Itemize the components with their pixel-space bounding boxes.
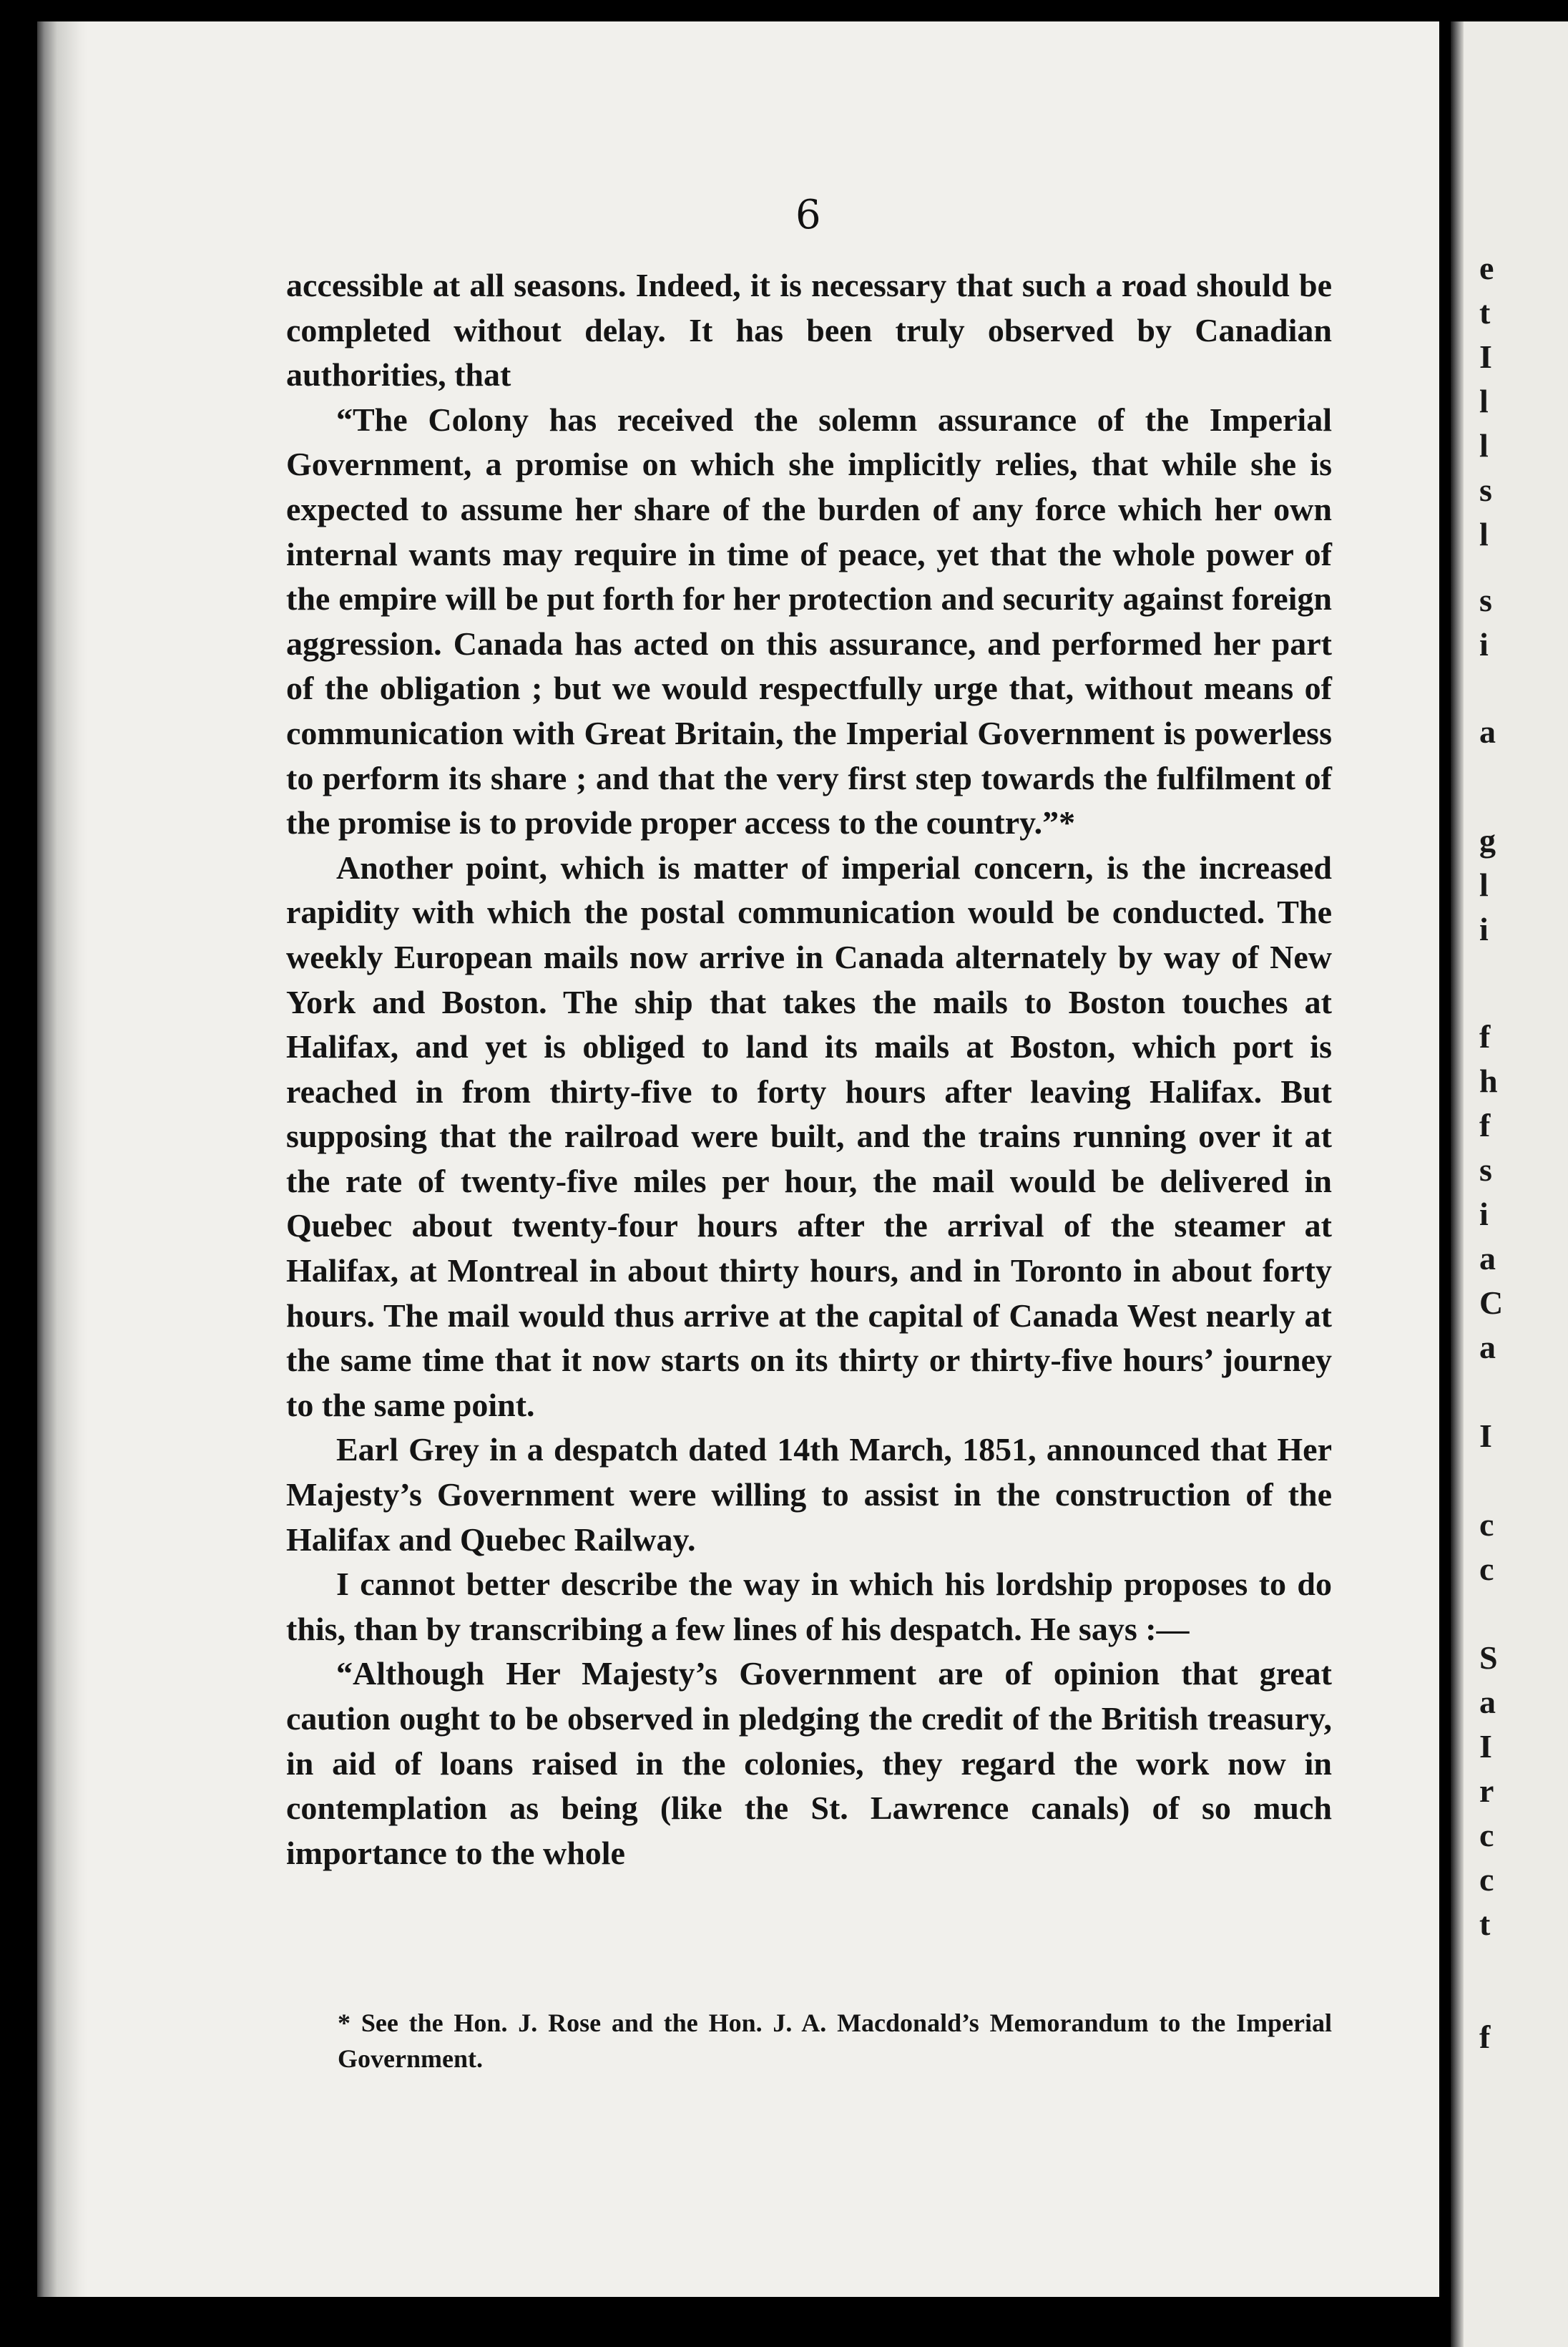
next-page-fragment: c xyxy=(1479,1861,1494,1898)
next-page-fragment: f xyxy=(1479,1107,1491,1143)
body-text xyxy=(286,263,1332,1875)
next-page-fragment: l xyxy=(1479,867,1489,903)
page-binding-shadow xyxy=(37,21,87,2297)
paragraph-earl-grey: Earl Grey in a despatch dated 14th March, 1851, announced that Her Majesty’s Government were willing to assist in the construction of the Halifax and Quebec Railway. xyxy=(286,1431,1332,1558)
next-page-fragment: g xyxy=(1479,822,1496,859)
next-page-fragment: a xyxy=(1479,1329,1496,1365)
next-page-fragment: s xyxy=(1479,1151,1492,1188)
next-page-fragment: l xyxy=(1479,516,1489,552)
next-page-fragment: i xyxy=(1479,626,1489,663)
next-page-fragment: f xyxy=(1479,1018,1491,1055)
adjacent-page-strip xyxy=(1451,21,1568,2347)
next-page-fragment: a xyxy=(1479,1240,1496,1277)
page-number: 6 xyxy=(795,192,823,238)
next-page-fragment: c xyxy=(1479,1506,1494,1543)
next-page-fragment: h xyxy=(1479,1063,1498,1099)
next-page-fragment: s xyxy=(1479,472,1492,508)
next-page-fragment: s xyxy=(1479,582,1492,618)
next-page-fragment: i xyxy=(1479,911,1489,947)
next-page-fragment: a xyxy=(1479,713,1496,750)
next-page-fragment: t xyxy=(1479,1906,1491,1942)
next-page-fragment: C xyxy=(1479,1284,1504,1321)
next-page-fragment: I xyxy=(1479,1418,1492,1454)
next-page-fragment: I xyxy=(1479,1728,1492,1765)
book-page xyxy=(37,21,1439,2297)
paragraph-colony-quote: “The Colony has received the solemn assurance of the Imperial Government, a promise on which she implicitly relies, that while she is expected to assume her share of the burden of any force which her own internal wants may require in time of peace, yet that the whole power of the empire will be put forth for her protection and security against foreign aggression. Canada has acted on this assurance, and performed her part of the obligation ; but we would respectfully urge that, without means of communication with Great Britain, the Imperial Government is powerless to perform its share ; and that the very first step towards the fulfilment of the promise is to provide proper access to the country.”* xyxy=(286,401,1332,841)
next-page-fragment: c xyxy=(1479,1817,1494,1853)
adjacent-page-edge xyxy=(1451,21,1464,2347)
next-page-fragment: e xyxy=(1479,250,1494,286)
paragraph-transcribing: I cannot better describe the way in which his lordship proposes to do this, than by transcribing a few lines of his despatch. He says :— xyxy=(286,1566,1332,1647)
paragraph-despatch-quote: “Although Her Majesty’s Government are of opinion that great caution ought to be observed in pledging the credit of the British treasury, in aid of loans raised in the colonies, they regard the work now in contemplation as being (like the St. Lawrence canals) of so much importance to the whole xyxy=(286,1655,1332,1871)
next-page-fragment: t xyxy=(1479,294,1491,331)
next-page-fragment: i xyxy=(1479,1196,1489,1232)
next-page-fragment: l xyxy=(1479,427,1489,464)
next-page-fragment: r xyxy=(1479,1772,1494,1809)
footnote: * See the Hon. J. Rose and the Hon. J. A. Macdonald’s Memorandum to the Imperial Government. xyxy=(338,2009,1332,2073)
paragraph-continuation: accessible at all seasons. Indeed, it is necessary that such a road should be completed without delay. It has been truly observed by Canadian authorities, that xyxy=(286,267,1332,394)
next-page-fragment: c xyxy=(1479,1551,1494,1587)
next-page-fragment: l xyxy=(1479,383,1489,419)
paragraph-postal-communication: Another point, which is matter of imperial concern, is the increased rapidity with which the postal communication would be conducted. The weekly European mails now arrive in Canada alternately by way of New York and Boston. The ship that takes the mails to Boston touches at Halifax, and yet is obliged to land its mails at Boston, which port is reached in from thirty-five to forty hours after leaving Halifax. But supposing that the railroad were built, and the trains running over it at the rate of twenty-five miles per hour, the mail would be delivered in Quebec about twenty-four hours after the arrival of the steamer at Halifax, at Montreal in about thirty hours, and in Toronto in about forty hours. The mail would thus arrive at the capital of Canada West nearly at the same time that it now starts on its thirty or thirty-five hours’ journey to the same point. xyxy=(286,849,1332,1423)
next-page-fragment: a xyxy=(1479,1684,1496,1720)
next-page-fragment: f xyxy=(1479,2019,1491,2055)
next-page-fragment: S xyxy=(1479,1639,1498,1676)
next-page-fragment: I xyxy=(1479,338,1492,375)
